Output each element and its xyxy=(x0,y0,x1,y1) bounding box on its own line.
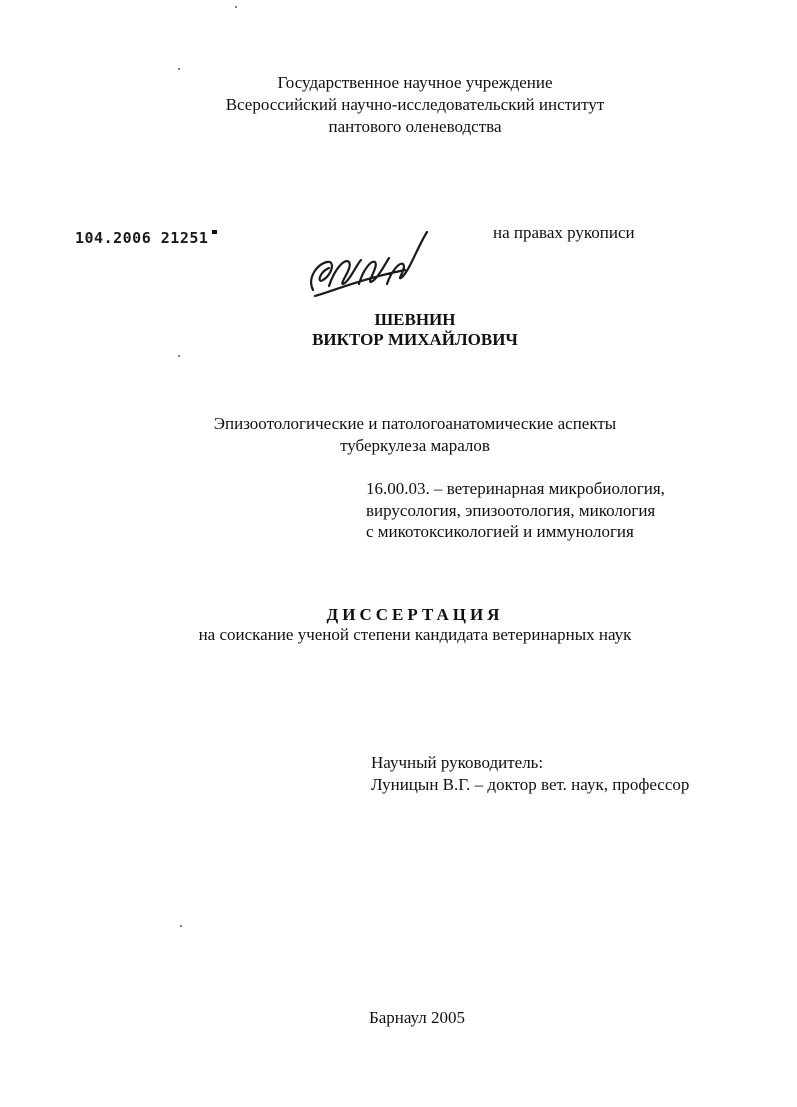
institution-line-3: пантового оленеводства xyxy=(328,117,502,136)
institution-line-2: Всероссийский научно-исследовательский институт xyxy=(225,95,605,114)
registration-code-text: 104.2006 21251 xyxy=(75,229,209,247)
thesis-title-line-1: Эпизоотологические и патологоанатомические аспекты xyxy=(213,414,617,433)
specialty-line-2: вирусология, эпизоотология, микология xyxy=(366,501,656,520)
degree-line: на соискание ученой степени кандидата ветеринарных наук xyxy=(198,625,632,644)
scan-speck xyxy=(178,68,180,70)
place-year: Барнаул 2005 xyxy=(368,1008,466,1027)
manuscript-note: на правах рукописи xyxy=(493,223,635,242)
scan-speck xyxy=(178,355,180,357)
scan-speck xyxy=(235,6,237,8)
institution-line-1: Государственное научное учреждение xyxy=(277,73,553,92)
supervisor-name: Луницын В.Г. – доктор вет. наук, профессор xyxy=(371,775,690,794)
specialty-line-3: с микотоксикологией и иммунология xyxy=(366,522,634,541)
author-name: ВИКТОР МИХАЙЛОВИЧ xyxy=(312,330,518,349)
document-type: ДИССЕРТАЦИЯ xyxy=(326,605,504,624)
registration-code xyxy=(75,229,217,247)
specialty-line-1: 16.00.03. – ветеринарная микробиология, xyxy=(366,479,665,498)
signature-image xyxy=(305,228,435,303)
thesis-title-line-2: туберкулеза маралов xyxy=(340,436,490,455)
supervisor-label: Научный руководитель: xyxy=(371,753,544,772)
scan-speck xyxy=(180,925,182,927)
code-dot-mark xyxy=(212,230,217,234)
author-surname: ШЕВНИН xyxy=(374,310,456,329)
